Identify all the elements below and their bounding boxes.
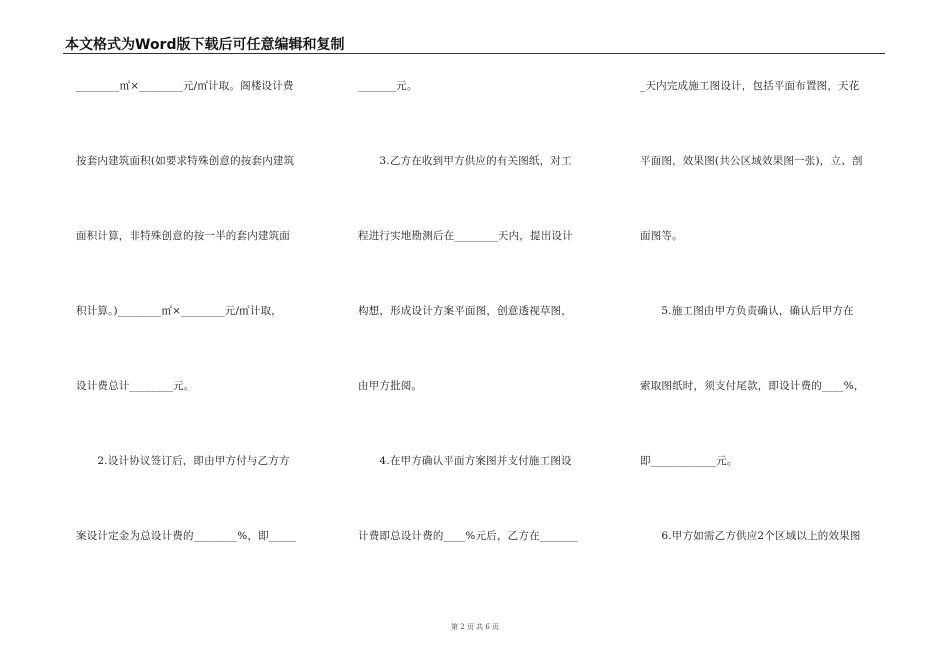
column-2-line: 4.在甲方确认平面方案图并支付施工图设: [358, 455, 572, 467]
text-column-3: [640, 78, 890, 603]
column-1-line: 2.设计协议签订后，即由甲方付与乙方方: [76, 455, 290, 467]
column-3-line: 平面图，效果图(共公区域效果图一张)，立、剖: [640, 155, 863, 167]
text-column-1: [76, 78, 326, 603]
column-3-line: _天内完成施工图设计，包括平面布置图，天花: [640, 80, 860, 92]
column-3-line: 5.施工图由甲方负责确认，确认后甲方在: [640, 305, 854, 317]
column-1-line: 设计费总计________元。: [76, 380, 195, 392]
document-header-title: 本文格式为Word版下载后可任意编辑和复制: [65, 37, 345, 53]
column-3-line: 6.甲方如需乙方供应2个区域以上的效果图: [640, 530, 861, 542]
column-2-line: 构想，形成设计方案平面图，创意透视草图，: [358, 305, 572, 317]
text-column-2: [358, 78, 608, 603]
column-2-line: 由甲方批阅。: [358, 380, 423, 392]
header-divider: [63, 53, 885, 54]
column-2-line: _______元。: [358, 80, 418, 92]
column-3-line: 索取图纸时，须支付尾款，即设计费的____%，: [640, 380, 865, 392]
page-number-footer: 第 2 页 共 6 页: [450, 623, 500, 631]
column-2-line: 程进行实地勘测后在________天内，提出设计: [358, 230, 573, 242]
column-3-line: 面图等。: [640, 230, 683, 242]
column-2-line: 计费即总设计费的____%元后，乙方在_______: [358, 530, 578, 542]
column-1-line: ________㎡×________元/㎡计取。阁楼设计费: [76, 80, 294, 92]
column-1-line: 按套内建筑面积(如要求特殊创意的按套内建筑: [76, 155, 295, 167]
column-1-line: 积计算。)________㎡×________元/㎡计取，: [76, 305, 282, 317]
column-1-line: 面积计算，非特殊创意的按一半的套内建筑面: [76, 230, 290, 242]
column-2-line: 3.乙方在收到甲方供应的有关图纸，对工: [358, 155, 572, 167]
column-3-line: 即____________元。: [640, 455, 738, 467]
column-1-line: 案设计定金为总设计费的________%，即_____: [76, 530, 297, 542]
